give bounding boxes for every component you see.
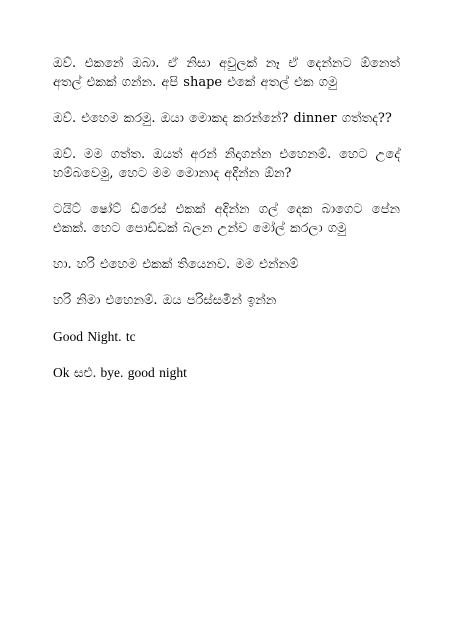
paragraph: ඔව්. එකනේ ඔබා. ඒ නිසා අවුලක් නෑ ඒ දෙන්නට ඕනෙත් අතල් එකක් ගන්න. අපි shape එකේ අතල් එක ගමු	[53, 56, 400, 90]
paragraph: ඔව්. එහෙම කරමු. ඔයා මොකද කරන්නේ? dinner ගත්තද??	[53, 111, 392, 126]
paragraph: Good Night. tc	[53, 329, 136, 344]
paragraph: Ok සළු. bye. good night	[53, 365, 187, 380]
paragraph: ටයිට් ෂෝට් ඩ්රෙස් එකක් අදින්න ගල් දෙක බාගෙට පේන එකක්. හෙට පොඩ්ඩක් බලන උන්ව මෝල් කරලා ගමු	[53, 202, 400, 236]
paragraph: හරි නිමා එහෙනම්. ඔය පරිස්සමින් ඉන්න	[53, 293, 277, 308]
paragraph: හා. හරි එහෙම එකක් තියෙනව. මම එන්නම්	[53, 257, 299, 272]
paragraph: ඔව්. මම ගත්ත. ඔයත් අරන් නිදාගන්න එහෙනම්. හෙට උදේ හම්බවෙමු, හෙට මම මොනාද අදින්න ඕන?	[53, 147, 400, 181]
